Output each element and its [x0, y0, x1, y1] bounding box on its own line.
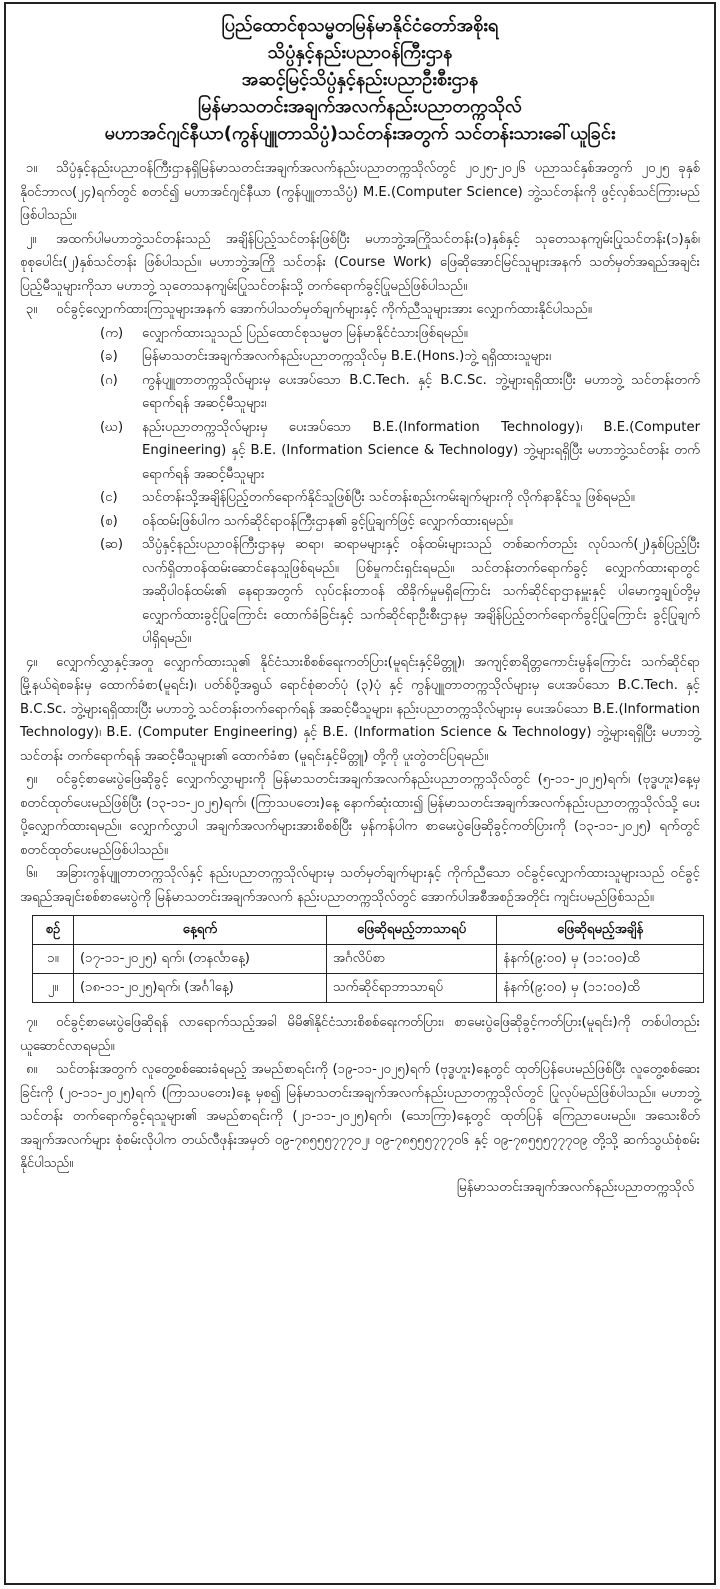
paragraph-text: ဝင်ခွင့်စာမေးပွဲဖြေဆိုရန် လာရောက်သည့်အခါ မိမိ၏နိုင်ငံသားစိစစ်ရေးကတ်ပြား၊ စာမေးပွဲဖြေဆိုခွင့်ကတ်ပြား(မူရင်း)ကို တစ်ပါတည်းယူဆောင်လာရမည်။ [20, 1015, 700, 1054]
table-cell: (၁၇-၁၁-၂၀၂၅) ရက်၊ (တနင်္လာနေ့) [74, 945, 327, 974]
criteria-mark: (င) [100, 490, 118, 505]
paragraph-number: ၄။ [26, 654, 38, 670]
criteria-mark: (ဂ) [100, 372, 118, 388]
criteria-text: လျှောက်ထားသူသည် ပြည်ထောင်စုသမ္မတ မြန်မာနိုင်ငံသားဖြစ်ရမည်။ [142, 325, 468, 341]
paragraph-number: ၂။ [26, 231, 37, 247]
table-cell: ၂။ [33, 974, 74, 1003]
paragraph-number: ၅။ [26, 772, 38, 787]
paragraph-1 [20, 157, 700, 228]
paragraph-7 [20, 1011, 700, 1058]
criteria-mark: (ဆ) [100, 537, 124, 552]
paragraph-number: ၇။ [26, 1015, 38, 1030]
table-cell: ၁။ [33, 945, 74, 974]
announcement-document [4, 2, 716, 1585]
criteria-text: ဝန်ထမ်းဖြစ်ပါက သက်ဆိုင်ရာဝန်ကြီးဌာန၏ ခွင့်ပြုချက်ဖြင့် လျှောက်ထားရမည်။ [142, 513, 513, 529]
paragraph-text: အထက်ပါမဟာဘွဲ့သင်တန်းသည် အချိန်ပြည့်သင်တန်းဖြစ်ပြီး မဟာဘွဲ့အကြိုသင်တန်း(၁)နှစ်နှင့် သုတေသနကျမ်းပြုသင်တန်း(၁)နှစ်၊ စုစုပေါင်း(၂)နှစ်သင်တန်း ဖြစ်ပါသည်။ မဟာဘွဲ့အကြို သင်တန်း (Course Work) ဖြေဆိုအောင်မြင်သူများအနက် သတ်မှတ်အရည်အချင်း ပြည့်မီသူများကိုသာ မဟာဘွဲ့ သုတေသနကျမ်းပြုသင်တန်းသို့ တက်ရောက်ခွင့်ပြုမည်ဖြစ်ပါသည်။ [20, 231, 700, 294]
table-cell: အင်္ဂလိပ်စာ [326, 945, 496, 974]
criteria-item [100, 533, 700, 651]
table-header-row [33, 916, 704, 945]
document-header [20, 12, 700, 147]
header-ministry: သိပ္ပံနှင့်နည်းပညာဝန်ကြီးဌာန [267, 42, 453, 63]
criteria-item [100, 510, 700, 534]
criteria-item [100, 416, 700, 487]
paragraph-2 [20, 228, 700, 299]
paragraph-number: ၃။ [26, 302, 38, 317]
paragraph-number: ၈။ [26, 1062, 38, 1077]
column-header-no: စဉ် [33, 916, 74, 945]
paragraph-text: အခြားကွန်ပျူတာတက္ကသိုလ်နှင့် နည်းပညာတက္ကသိုလ်များမှ သတ်မှတ်ချက်များနှင့် ကိုက်ညီသော ဝင်ခွင့်လျှောက်ထားသူများသည် ဝင်ခွင့်အရည်အချင်းစစ်စာမေးပွဲကို မြန်မာသတင်းအချက်အလက် နည်းပညာတက္ကသိုလ်တွင် အောက်ပါအစီအစဉ်အတိုင်း ကျင်းပမည်ဖြစ်သည်။ [20, 866, 700, 905]
paragraph-text: လျှောက်လွှာနှင့်အတူ လျှောက်ထားသူ၏ နိုင်ငံသားစိစစ်ရေးကတ်ပြား(မူရင်းနှင့်မိတ္တူ)၊ အကျင့်စာရိတ္တကောင်းမွန်ကြောင်း သက်ဆိုင်ရာမြို့နယ်ရဲစခန်းမှ ထောက်ခံစာ(မူရင်း)၊ ပတ်စ်ပို့အရွယ် ရောင်စုံဓာတ်ပုံ (၃)ပုံ နှင့် ကွန်ပျူတာတက္ကသိုလ်များမှ ပေးအပ်သော B.C.Tech. နှင့် B.C.Sc. ဘွဲ့များရရှိထားပြီး မဟာဘွဲ့ သင်တန်းတက်ရောက်ရန် အဆင့်မီသူများ၊ နည်းပညာတက္ကသိုလ်များမှ ပေးအပ်သော B.E.(Information Technology)၊ B.E. (Computer Engineering) နှင့် B.E. (Information Science & Technology) ဘွဲ့များရရှိပြီး မဟာဘွဲ့ သင်တန်း တက်ရောက်ရန် အဆင့်မီသူများ၏ ထောက်ခံစာ (မူရင်းနှင့်မိတ္တူ) တို့ကို ပူးတွဲတင်ပြရမည်။ [20, 654, 700, 764]
paragraph-5 [20, 768, 700, 862]
table-row [33, 945, 704, 974]
header-department: အဆင့်မြင့်သိပ္ပံနှင့်နည်းပညာဦးစီးဌာန [241, 69, 479, 90]
paragraph-text: သိပ္ပံနှင့်နည်းပညာဝန်ကြီးဌာနရှိမြန်မာသတင်းအချက်အလက်နည်းပညာတက္ကသိုလ်တွင် ၂၀၂၅-၂၀၂၆ ပညာသင်နှစ်အတွက် ၂၀၂၅ ခုနှစ် နိုဝင်ဘာလ(၂၄)ရက်တွင် စတင်၍ မဟာအင်ဂျင်နီယာ (ကွန်ပျူတာသိပ္ပံ) M.E.(Computer Science) ဘွဲ့သင်တန်းကို ဖွင့်လှစ်သင်ကြားမည် ဖြစ်ပါသည်။ [20, 161, 700, 223]
column-header-subject: ဖြေဆိုရမည့်ဘာသာရပ် [326, 916, 496, 945]
criteria-item [100, 322, 700, 346]
criteria-mark: (ဃ) [100, 419, 124, 435]
criteria-text: သင်တန်းသို့အချိန်ပြည့်တက်ရောက်နိုင်သူဖြစ်ပြီး သင်တန်းစည်းကမ်းချက်များကို လိုက်နာနိုင်သူ ဖြစ်ရမည်။ [142, 490, 635, 505]
paragraph-8 [20, 1058, 700, 1176]
paragraph-number: ၁။ [26, 161, 38, 176]
paragraph-3 [20, 298, 700, 322]
criteria-text: ကွန်ပျူတာတက္ကသိုလ်များမှ ပေးအပ်သော B.C.Tech. နှင့် B.C.Sc. ဘွဲ့များရရှိထားပြီး မဟာဘွဲ့ သင်တန်းတက်ရောက်ရန် အဆင့်မီသူများ၊ [142, 372, 700, 411]
document-title: မဟာအင်ဂျင်နီယာ(ကွန်ပျူတာသိပ္ပံ)သင်တန်းအတွက် သင်တန်းသားခေါ်ယူခြင်း [104, 123, 616, 144]
column-header-date: နေ့ရက် [74, 916, 327, 945]
criteria-item [100, 486, 700, 510]
criteria-item [100, 369, 700, 416]
issuer-signature: မြန်မာသတင်းအချက်အလက်နည်းပညာတက္ကသိုလ် [456, 1179, 694, 1195]
header-university: မြန်မာသတင်းအချက်အလက်နည်းပညာတက္ကသိုလ် [198, 96, 522, 117]
table-cell: နံနက်(၉:၀၀) မှ (၁၁:၀၀)ထိ [497, 974, 704, 1003]
criteria-text: နည်းပညာတက္ကသိုလ်များမှ ပေးအပ်သော B.E.(Information Technology)၊ B.E.(Computer Engineering) နှင့် B.E. (Information Science & Technology) ဘွဲ့များရရှိပြီး မဟာဘွဲ့သင်တန်း တက်ရောက်ရန် အဆင့်မီသူများ [142, 419, 700, 482]
criteria-mark: (ခ) [100, 349, 118, 364]
criteria-item [100, 345, 700, 369]
exam-schedule-table [32, 915, 704, 1003]
paragraph-6 [20, 862, 700, 909]
table-cell: (၁၈-၁၁-၂၀၂၅)ရက်၊ (အင်္ဂါနေ့) [74, 974, 327, 1003]
criteria-text: သိပ္ပံနှင့်နည်းပညာဝန်ကြီးဌာနမှ ဆရာ၊ ဆရာမများနှင့် ဝန်ထမ်းများသည် တစ်ဆက်တည်း လုပ်သက်(၂)နှစ်ပြည့်ပြီး လက်ရှိတာဝန်ထမ်းဆောင်နေသူဖြစ်ရမည်။ ပြစ်မှုကင်းရှင်းရမည်။ သင်တန်းတက်ရောက်ခွင့် လျှောက်ထားရာတွင် အဆိုပါဝန်ထမ်း၏ နေရာအတွက် လုပ်ငန်းတာဝန် ထိခိုက်မှုမရှိကြောင်း သက်ဆိုင်ရာဌာနမှူးနှင့် ပါမောက္ခချုပ်တို့မှ လျှောက်ထားခွင့်ပြုကြောင်း ထောက်ခံခြင်းနှင့် သက်ဆိုင်ရာဦးစီးဌာနမှ အချိန်ပြည့်တက်ရောက်ခွင့်ပြုကြောင်း ခွင့်ပြုချက်ပါရှိရမည်။ [142, 537, 700, 646]
paragraph-text: ဝင်ခွင့်စာမေးပွဲဖြေဆိုခွင့် လျှောက်လွှာများကို မြန်မာသတင်းအချက်အလက်နည်းပညာတက္ကသိုလ်တွင် (၅-၁၁-၂၀၂၅)ရက်၊ (ဗုဒ္ဓဟူး)နေ့မှ စတင်ထုတ်ပေးမည်ဖြစ်ပြီး (၁၃-၁၁-၂၀၂၅)ရက်၊ (ကြာသပတေး)နေ့ နောက်ဆုံးထား၍ မြန်မာသတင်းအချက်အလက်နည်းပညာတက္ကသိုလ်သို့ ပေးပို့လျှောက်ထားရမည်။ လျှောက်လွှာပါ အချက်အလက်များအားစိစစ်ပြီး မှန်ကန်ပါက စာမေးပွဲဖြေဆိုခွင့်ကတ်ပြားကို (၁၃-၁၁-၂၀၂၅) ရက်တွင် စတင်ထုတ်ပေးမည်ဖြစ်ပါသည်။ [20, 772, 700, 858]
table-cell: နံနက်(၉:၀၀) မှ (၁၁:၀၀)ထိ [497, 945, 704, 974]
table-cell: သက်ဆိုင်ရာဘာသာရပ် [326, 974, 496, 1003]
criteria-text: မြန်မာသတင်းအချက်အလက်နည်းပညာတက္ကသိုလ်မှ B.E.(Hons.)ဘွဲ့ ရရှိထားသူများ၊ [142, 349, 552, 364]
header-government: ပြည်ထောင်စုသမ္မတမြန်မာနိုင်ငံတော်အစိုးရ [221, 15, 499, 36]
paragraph-text: ဝင်ခွင့်လျှောက်ထားကြသူများအနက် အောက်ပါသတ်မှတ်ချက်များနှင့် ကိုက်ညီသူများအား လျှောက်ထားနိုင်ပါသည်။ [56, 302, 592, 317]
criteria-mark: (စ) [100, 513, 118, 529]
criteria-mark: (က) [100, 325, 124, 341]
column-header-time: ဖြေဆိုရမည့်အချိန် [497, 916, 704, 945]
table-row [33, 974, 704, 1003]
paragraph-text: သင်တန်းအတွက် လူတွေ့စစ်ဆေးခံရမည့် အမည်စာရင်းကို (၁၉-၁၁-၂၀၂၅)ရက် (ဗုဒ္ဓဟူး)နေ့တွင် ထုတ်ပြန်ပေးမည်ဖြစ်ပြီး လူတွေ့စစ်ဆေးခြင်းကို (၂၀-၁၁-၂၀၂၅)ရက် (ကြာသပတေး)နေ့ မှစ၍ မြန်မာသတင်းအချက်အလက်နည်းပညာတက္ကသိုလ်တွင် ပြုလုပ်မည်ဖြစ်ပါသည်။ မဟာဘွဲ့သင်တန်း တက်ရောက်ခွင့်ရသူများ၏ အမည်စာရင်းကို (၂၁-၁၁-၂၀၂၅)ရက်၊ (သောကြာ)နေ့တွင် ထုတ်ပြန် ကြေညာပေးမည်။ အသေးစိတ်အချက်အလက်များ စုံစမ်းလိုပါက တယ်လီဖုန်းအမှတ် ၀၉-၇၈၅၅၅၇၇၇၀၂၊ ၀၉-၇၈၅၅၅၇၇၇၀၆ နှင့် ၀၉-၇၈၅၅၅၇၇၇၀၉ တို့သို့ ဆက်သွယ်စုံစမ်းနိုင်ပါသည်။ [20, 1062, 700, 1171]
paragraph-4 [20, 651, 700, 769]
paragraph-number: ၆။ [26, 866, 38, 881]
